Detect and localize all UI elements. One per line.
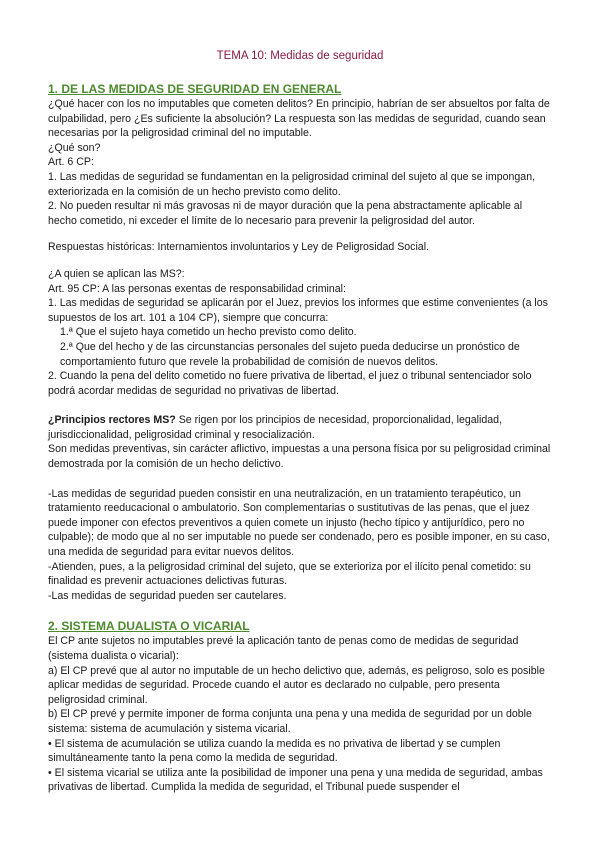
section-heading-1: 1. DE LAS MEDIDAS DE SEGURIDAD EN GENERAL bbox=[48, 82, 342, 96]
question-who: ¿A quien se aplican las MS?: bbox=[48, 267, 185, 280]
section-2-intro: El CP ante sujetos no imputables prevé la aplicación tanto de penas como de medidas de seguridad (sistema dualista o vicarial): bbox=[48, 635, 519, 662]
dash-paragraph-2: -Atienden, pues, a la peligrosidad criminal del sujeto, que se exterioriza por el ilícito penal cometido: su finalidad es prevenir actuaciones delictivas futuras. bbox=[48, 560, 531, 588]
article-95-item-1: 1. Las medidas de seguridad se aplicarán por el Juez, previos los informes que estime convenientes (a los supuestos de los art. 101 a 104 CP), siempre que concurra: bbox=[48, 297, 548, 324]
article-6-item-1: 1. Las medidas de seguridad se fundamentan en la peligrosidad criminal del sujeto al que se impongan, exteriorizada en la comisión de un hecho previsto como delito. bbox=[48, 170, 536, 198]
dash-paragraph-3: -Las medidas de seguridad pueden ser cautelares. bbox=[48, 589, 287, 602]
question-what: ¿Qué son? bbox=[48, 141, 101, 154]
section-2-item-a: a) El CP prevé que al autor no imputable de un hecho delictivo que, además, es peligroso, solo es posible aplicar medidas de seguridad. Procede cuando el autor es declarado no culpable, pero presenta peligrosidad criminal. bbox=[48, 664, 545, 706]
principles-question: ¿Principios rectores MS? bbox=[48, 414, 176, 427]
preventive-paragraph: Son medidas preventivas, sin carácter aflictivo, impuestas a una persona física por su peligrosidad criminal demostrada por la comisión de un hecho delictivo. bbox=[48, 443, 551, 471]
article-95-heading: Art. 95 CP: A las personas exentas de responsabilidad criminal: bbox=[48, 282, 346, 295]
principles-text: Se rigen por los principios de necesidad, proporcionalidad, legalidad, jurisdiccionalidad, peligrosidad criminal y resocialización. bbox=[48, 414, 503, 441]
article-6-item-2: 2. No pueden resultar ni más gravosas ni de mayor duración que la pena abstractamente aplicable al hecho cometido, ni exceder el límite de lo necesario para prevenir la peligrosidad del autor. bbox=[48, 200, 523, 227]
section-heading-2: 2. SISTEMA DUALISTA O VICARIAL bbox=[48, 619, 250, 634]
dash-paragraph-1: -Las medidas de seguridad pueden consistir en una neutralización, en un tratamiento terapéutico, un tratamiento reeducacional o ambulatorio. Son complementarias o sustitutivas de las penas, que el juez puede imponer con efectos preventivos a quien comete un injusto (hecho típico y antijurídico, pero no culpable); de modo que al no ser imputable no puede ser condenado, pero es posible imponer, en su caso, una medida de seguridad para evitar nuevos delitos. bbox=[48, 487, 550, 559]
article-6-heading: Art. 6 CP: bbox=[48, 156, 94, 169]
article-95-item-2: 2. Cuando la pena del delito cometido no fuere privativa de libertad, el juez o tribunal sentenciador solo podrá acordar medidas de seguridad no privativas de libertad. bbox=[48, 370, 532, 397]
article-95-subitem-1: 1.ª Que el sujeto haya cometido un hecho previsto como delito. bbox=[60, 326, 357, 339]
principles-paragraph bbox=[48, 413, 552, 442]
article-95-subitem-2: 2.ª Que del hecho y de las circunstancias personales del sujeto pueda deducirse un pronóstico de comportamiento futuro que revele la probabilidad de comisión de nuevos delitos. bbox=[60, 340, 520, 368]
section-2-item-b: b) El CP prevé y permite imponer de forma conjunta una pena y una medida de seguridad por un doble sistema: sistema de acumulación y sistema vicarial. bbox=[48, 708, 532, 735]
section-2-bullet-2: • El sistema vicarial se utiliza ante la posibilidad de imponer una pena y una medida de seguridad, ambas privativas de libertad. Cumplida la medida de seguridad, el Tribunal puede suspender el bbox=[48, 766, 543, 794]
historic-responses: Respuestas históricas: Internamientos involuntarios y Ley de Peligrosidad Social. bbox=[48, 241, 429, 254]
document-title: TEMA 10: Medidas de seguridad bbox=[216, 50, 384, 62]
paragraph-intro: ¿Qué hacer con los no imputables que cometen delitos? En principio, habrían de ser absueltos por falta de culpabilidad, pero ¿Es suficiente la absolución? La respuesta son las medidas de seguridad, cuando sean necesarias por la peligrosidad criminal del no imputable. bbox=[48, 98, 550, 140]
section-2-bullet-1: • El sistema de acumulación se utiliza cuando la medida es no privativa de libertad y se cumplen simultáneamente tanto la pena como la medida de seguridad. bbox=[48, 737, 501, 765]
